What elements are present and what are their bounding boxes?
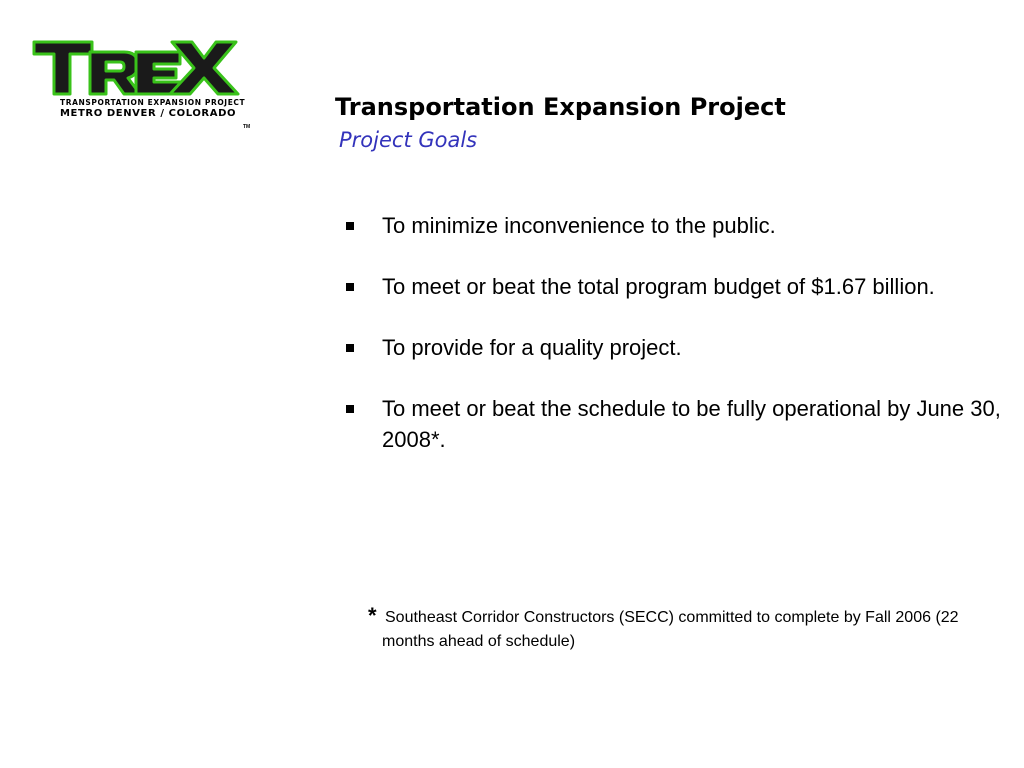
footnote [368,603,998,654]
logo-tagline: TRANSPORTATION EXPANSION PROJECT [60,98,246,107]
goal-item [342,210,1012,241]
goals-list [342,210,1012,485]
slide-title: Transportation Expansion Project [335,93,786,121]
square-bullet-icon [346,344,354,352]
logo-location: METRO DENVER / COLORADO [60,108,237,119]
goal-item [342,271,1012,302]
goal-item [342,332,1012,363]
square-bullet-icon [346,405,354,413]
goal-item [342,393,1012,455]
square-bullet-icon [346,222,354,230]
goal-text: To meet or beat the schedule to be fully operational by June 30, 2008*. [382,396,1001,452]
logo-trademark: TM [243,124,251,130]
goal-text: To provide for a quality project. [382,335,682,360]
slide-subtitle: Project Goals [339,128,478,152]
goal-text: To minimize inconvenience to the public. [382,213,776,238]
trex-logo-mark [32,38,244,98]
goal-text: To meet or beat the total program budget of $1.67 billion. [382,274,935,299]
square-bullet-icon [346,283,354,291]
footnote-marker: * [368,603,377,628]
footnote-text: Southeast Corridor Constructors (SECC) committed to complete by Fall 2006 (22 months ahead of schedule) [382,609,959,650]
